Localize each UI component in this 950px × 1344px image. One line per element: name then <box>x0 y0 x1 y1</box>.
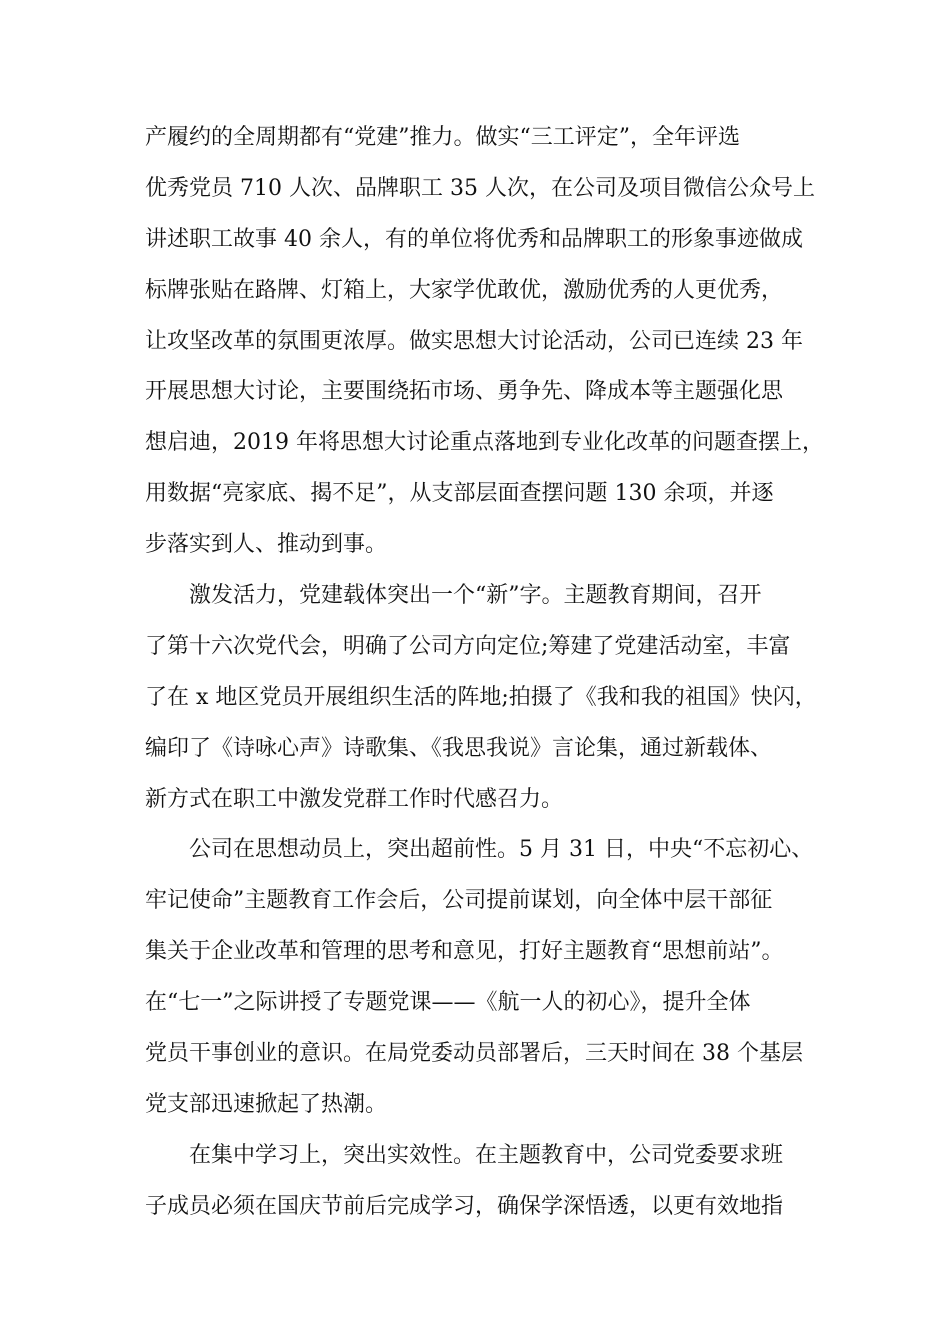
text-line: 新方式在职工中激发党群工作时代感召力。 <box>145 786 564 812</box>
text-line: 党员干事创业的意识。在局党委动员部署后，三天时间在 38 个基层 <box>145 1041 803 1067</box>
text-line: 了在 x 地区党员开展组织生活的阵地;拍摄了《我和我的祖国》快闪， <box>145 684 817 710</box>
paragraph-3 <box>145 828 835 1133</box>
body-text <box>145 116 835 1236</box>
text-line: 集关于企业改革和管理的思考和意见，打好主题教育“思想前站”。 <box>145 939 784 965</box>
paragraph-2 <box>145 574 835 828</box>
text-line: 激发活力，党建载体突出一个“新”字。主题教育期间，召开 <box>189 583 762 609</box>
text-line: 产履约的全周期都有“党建”推力。做实“三工评定”，全年评选 <box>145 125 740 150</box>
text-line: 开展思想大讨论，主要围绕拓市场、勇争先、降成本等主题强化思 <box>145 379 784 405</box>
text-line: 编印了《诗咏心声》诗歌集、《我思我说》言论集，通过新载体、 <box>145 735 773 761</box>
text-line: 优秀党员 710 人次、品牌职工 35 人次，在公司及项目微信公众号上 <box>145 175 815 201</box>
text-line: 了第十六次党代会，明确了公司方向定位;筹建了党建活动室，丰富 <box>145 633 791 659</box>
text-line: 在集中学习上，突出实效性。在主题教育中，公司党委要求班 <box>189 1142 784 1168</box>
paragraph-4 <box>145 1134 835 1236</box>
text-line: 讲述职工故事 40 余人，有的单位将优秀和品牌职工的形象事迹做成 <box>145 226 803 252</box>
text-line: 牢记使命”主题教育工作会后，公司提前谋划，向全体中层干部征 <box>145 888 773 914</box>
text-line: 用数据“亮家底、揭不足”，从支部层面查摆问题 130 余项，并逐 <box>145 481 774 507</box>
text-line: 公司在思想动员上，突出超前性。5 月 31 日，中央“不忘初心、 <box>189 837 814 863</box>
paragraph-1 <box>145 116 835 574</box>
text-line: 在“七一”之际讲授了专题党课——《航一人的初心》，提升全体 <box>145 990 751 1016</box>
text-line: 标牌张贴在路牌、灯箱上，大家学优敢优，激励优秀的人更优秀， <box>145 277 784 303</box>
text-line: 想启迪，2019 年将思想大讨论重点落地到专业化改革的问题查摆上， <box>145 430 824 456</box>
text-line: 步落实到人、推动到事。 <box>145 532 388 558</box>
text-line: 党支部迅速掀起了热潮。 <box>145 1091 388 1117</box>
text-line: 让攻坚改革的氛围更浓厚。做实思想大讨论活动，公司已连续 23 年 <box>145 328 803 354</box>
text-line: 子成员必须在国庆节前后完成学习，确保学深悟透，以更有效地指 <box>145 1193 784 1219</box>
